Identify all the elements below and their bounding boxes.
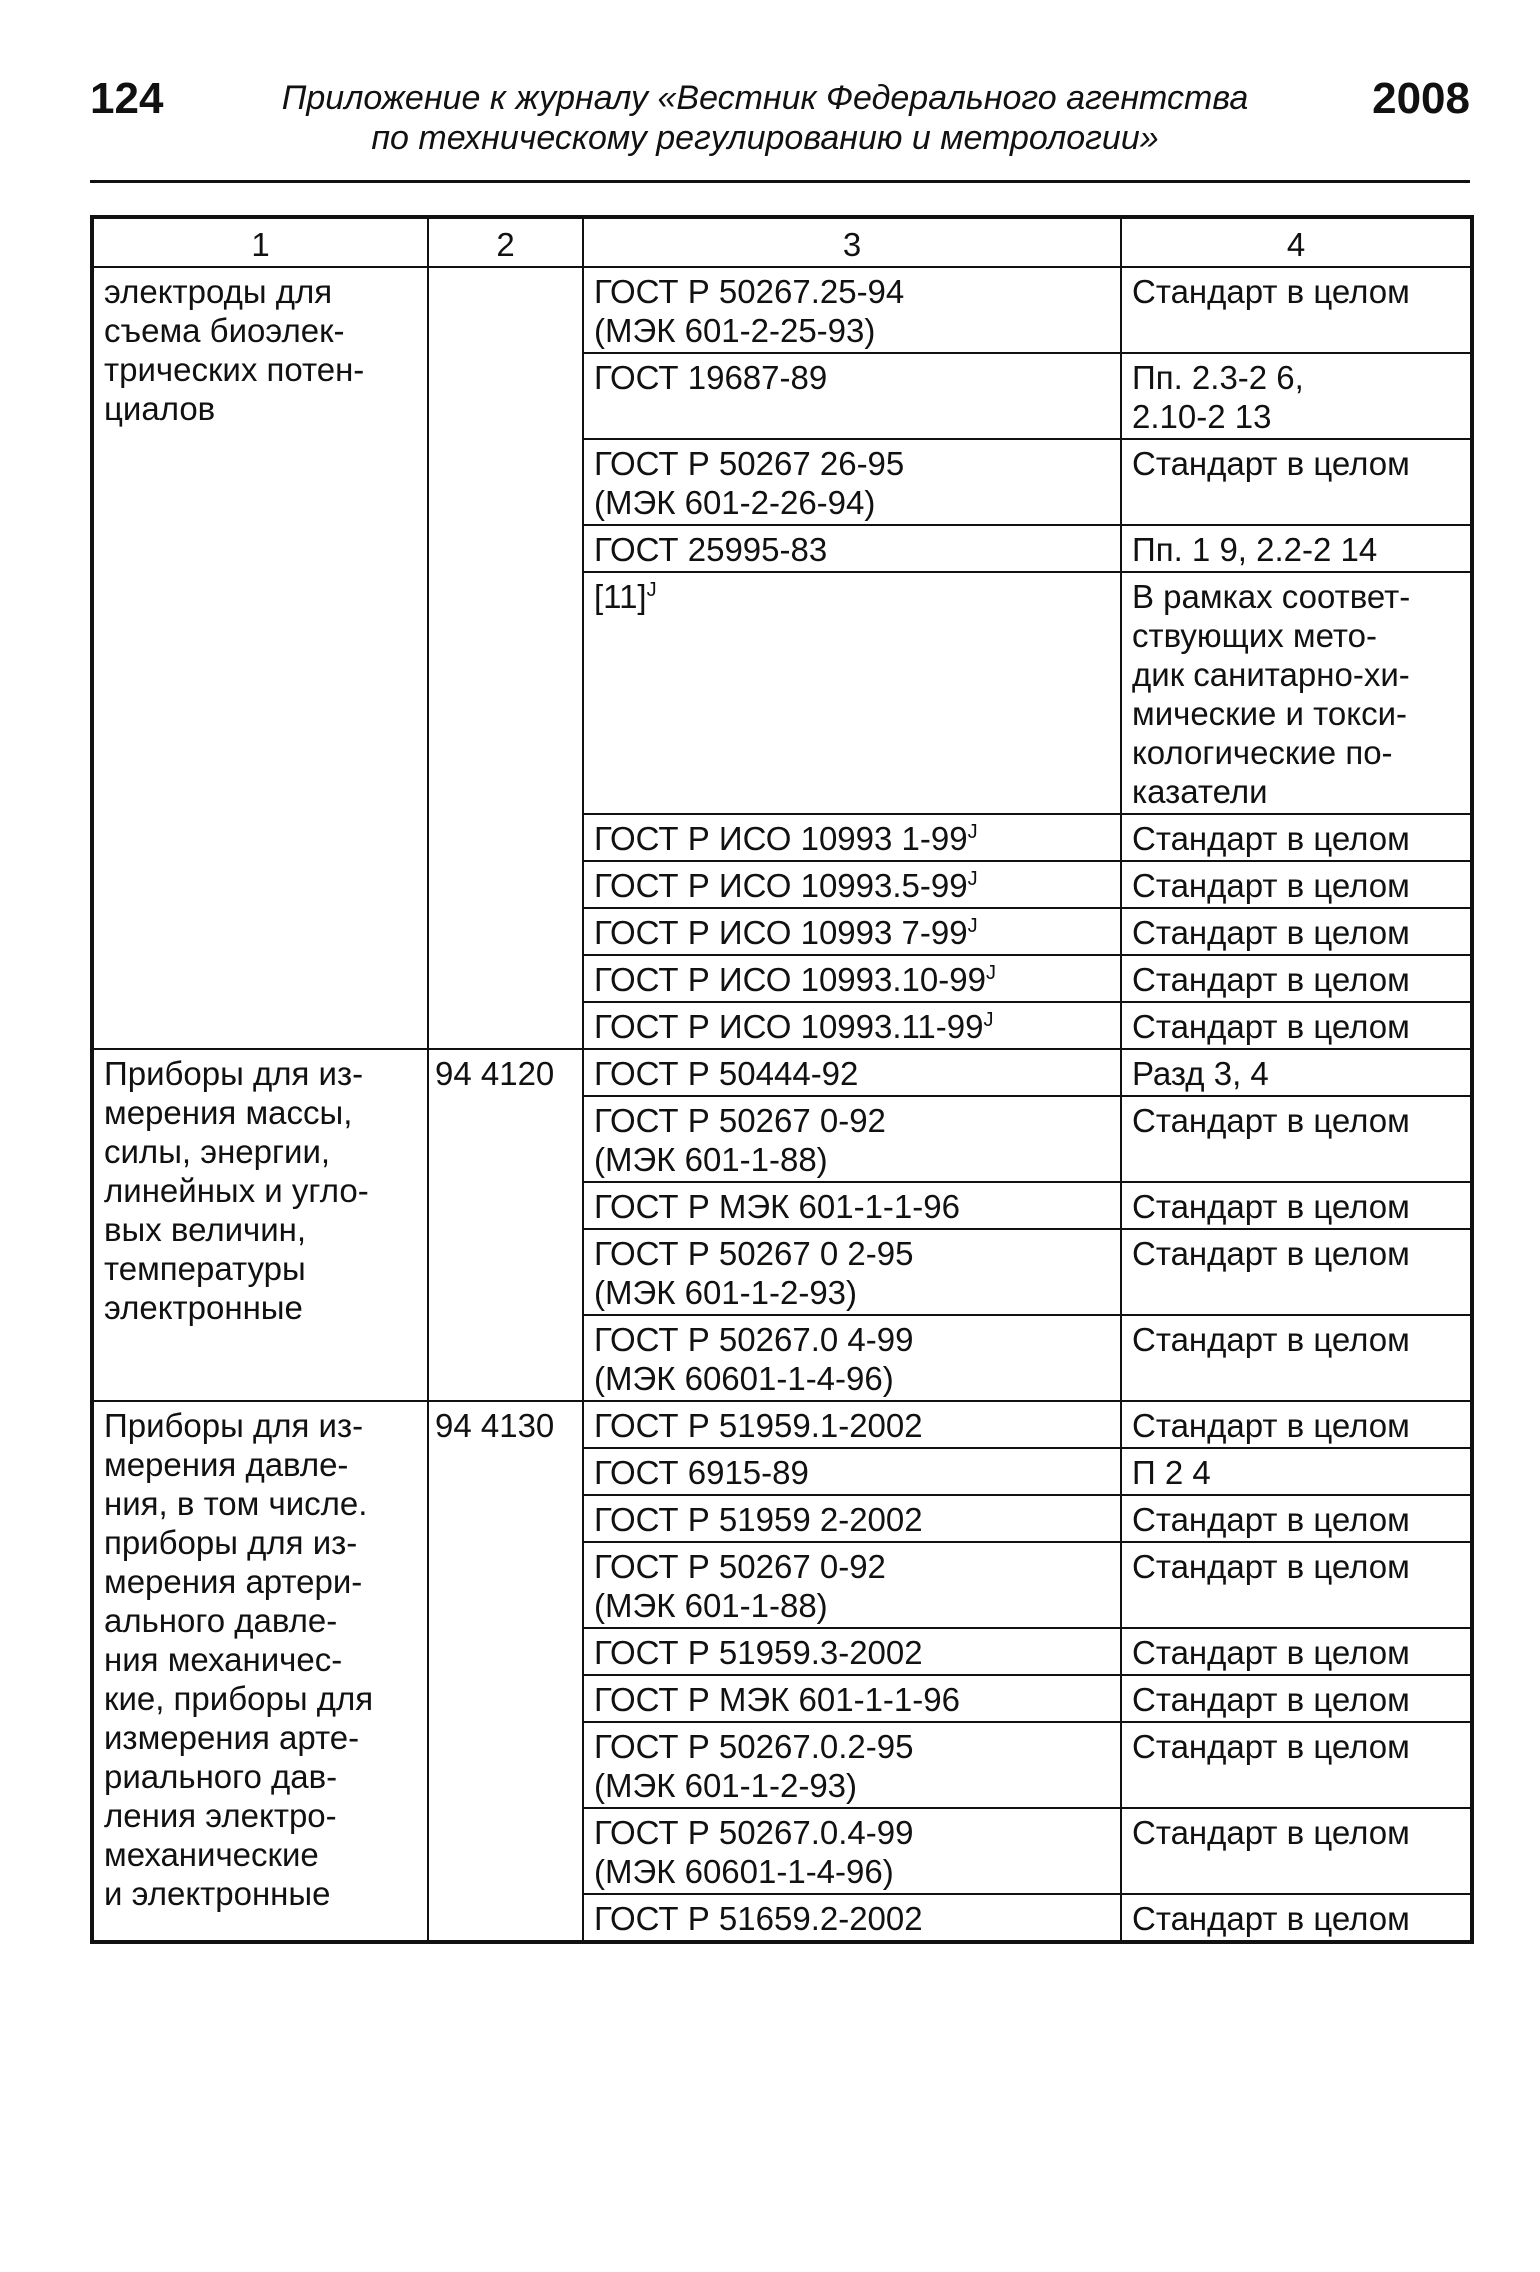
standard-designation: ГОСТ Р 51959.3-2002: [594, 1634, 923, 1671]
standard-cell: [583, 1894, 1121, 1942]
standard-cell: [583, 1315, 1121, 1401]
standard-cell: [583, 1808, 1121, 1894]
footnote-mark: J: [967, 821, 978, 843]
standard-cell: [583, 861, 1121, 908]
standard-designation: ГОСТ Р 50267.25-94 (МЭК 601-2-25-93): [594, 273, 905, 349]
header-row: [92, 217, 1472, 267]
scope-cell: Стандарт в целом: [1121, 1315, 1472, 1401]
scope-cell: Стандарт в целом: [1121, 908, 1472, 955]
standard-cell: [583, 908, 1121, 955]
standard-designation: ГОСТ Р 50267 0-92 (МЭК 601-1-88): [594, 1102, 886, 1178]
scope-cell: Пп. 1 9, 2.2-2 14: [1121, 525, 1472, 572]
standard-designation: ГОСТ 19687-89: [594, 359, 828, 396]
column-header-4: 4: [1121, 217, 1472, 267]
scope-cell: Стандарт в целом: [1121, 267, 1472, 353]
footnote-mark: J: [646, 579, 657, 601]
scope-cell: Стандарт в целом: [1121, 1495, 1472, 1542]
standard-designation: ГОСТ 25995-83: [594, 531, 828, 568]
product-name-cell: Приборы для из- мерения давле- ния, в том числе. приборы для из- мерения артери- ального давле- ния механичес- кие, приборы для измерения арте- риального дав- ления электро- механические и электронные: [92, 1401, 428, 1942]
scope-cell: Стандарт в целом: [1121, 1002, 1472, 1049]
standard-designation: ГОСТ Р 51959 2-2002: [594, 1501, 923, 1538]
scope-cell: Стандарт в целом: [1121, 814, 1472, 861]
standard-designation: ГОСТ Р ИСО 10993 7-99: [594, 914, 968, 951]
scope-cell: Стандарт в целом: [1121, 1894, 1472, 1942]
footnote-mark: J: [985, 962, 996, 984]
standard-cell: [583, 1675, 1121, 1722]
scope-cell: П 2 4: [1121, 1448, 1472, 1495]
scope-cell: Стандарт в целом: [1121, 1808, 1472, 1894]
standard-designation: ГОСТ Р ИСО 10993.11-99: [594, 1008, 984, 1045]
table-row: [92, 1401, 1472, 1448]
standard-cell: [583, 1722, 1121, 1808]
scope-cell: Разд 3, 4: [1121, 1049, 1472, 1096]
standard-cell: [583, 439, 1121, 525]
scope-cell: Стандарт в целом: [1121, 955, 1472, 1002]
standard-cell: [583, 814, 1121, 861]
scope-cell: Стандарт в целом: [1121, 1722, 1472, 1808]
standard-cell: [583, 1628, 1121, 1675]
header-rule: [90, 180, 1470, 183]
standard-designation: ГОСТ Р 51659.2-2002: [594, 1900, 923, 1937]
standard-cell: [583, 1448, 1121, 1495]
scope-cell: Стандарт в целом: [1121, 1542, 1472, 1628]
column-header-1: 1: [92, 217, 428, 267]
scope-cell: Стандарт в целом: [1121, 1401, 1472, 1448]
scope-cell: Стандарт в целом: [1121, 1182, 1472, 1229]
standard-designation: ГОСТ Р ИСО 10993 1-99: [594, 820, 968, 857]
standard-designation: ГОСТ Р 50267 0 2-95 (МЭК 601-1-2-93): [594, 1235, 914, 1311]
standard-cell: [583, 955, 1121, 1002]
year: 2008: [1372, 74, 1470, 123]
scope-cell: Стандарт в целом: [1121, 1628, 1472, 1675]
scope-cell: Стандарт в целом: [1121, 1096, 1472, 1182]
table-row: [92, 1049, 1472, 1096]
standard-designation: ГОСТ Р 50267.0.2-95 (МЭК 601-1-2-93): [594, 1728, 914, 1804]
scope-cell: Стандарт в целом: [1121, 1675, 1472, 1722]
scope-cell: Пп. 2.3-2 6, 2.10-2 13: [1121, 353, 1472, 439]
standard-designation: ГОСТ Р МЭК 601-1-1-96: [594, 1681, 960, 1718]
footnote-mark: J: [967, 868, 978, 890]
standard-cell: [583, 1182, 1121, 1229]
table-row: [92, 267, 1472, 353]
standard-designation: ГОСТ Р ИСО 10993.5-99: [594, 867, 968, 904]
table-body: [92, 267, 1472, 1942]
standard-designation: ГОСТ Р МЭК 601-1-1-96: [594, 1188, 960, 1225]
standard-designation: ГОСТ Р 50267.0.4-99 (МЭК 60601-1-4-96): [594, 1814, 914, 1890]
scope-cell: Стандарт в целом: [1121, 439, 1472, 525]
standard-designation: ГОСТ Р 50444-92: [594, 1055, 859, 1092]
product-name-cell: электроды для съема биоэлек- трических потен- циалов: [92, 267, 428, 1049]
standard-cell: [583, 525, 1121, 572]
footnote-mark: J: [967, 915, 978, 937]
standard-cell: [583, 1542, 1121, 1628]
standard-designation: ГОСТ 6915-89: [594, 1454, 809, 1491]
standard-designation: ГОСТ Р 51959.1-2002: [594, 1407, 923, 1444]
standards-table: [90, 215, 1474, 1944]
standard-cell: [583, 353, 1121, 439]
standard-cell: [583, 1049, 1121, 1096]
standard-cell: [583, 572, 1121, 814]
standard-cell: [583, 1401, 1121, 1448]
standard-designation: ГОСТ Р ИСО 10993.10-99: [594, 961, 986, 998]
column-header-2: 2: [428, 217, 583, 267]
standard-cell: [583, 1002, 1121, 1049]
standard-cell: [583, 267, 1121, 353]
standard-designation: ГОСТ Р 50267.0 4-99 (МЭК 60601-1-4-96): [594, 1321, 914, 1397]
standard-cell: [583, 1495, 1121, 1542]
standard-cell: [583, 1096, 1121, 1182]
scope-cell: В рамках соответ- ствующих мето- дик санитарно-хи- мические и токси- кологические по- казатели: [1121, 572, 1472, 814]
running-title: Приложение к журналу «Вестник Федерального агентства по техническому регулированию и метрологии»: [281, 79, 1249, 157]
standard-designation: ГОСТ Р 50267 0-92 (МЭК 601-1-88): [594, 1548, 886, 1624]
product-code-cell: 94 4130: [428, 1401, 583, 1942]
column-header-3: 3: [583, 217, 1121, 267]
scope-cell: Стандарт в целом: [1121, 861, 1472, 908]
page-number: 124: [90, 74, 164, 123]
product-name-cell: Приборы для из- мерения массы, силы, энергии, линейных и угло- вых величин, температуры электронные: [92, 1049, 428, 1401]
product-code-cell: [428, 267, 583, 1049]
page-header: [90, 70, 1470, 185]
standard-cell: [583, 1229, 1121, 1315]
standard-designation: ГОСТ Р 50267 26-95 (МЭК 601-2-26-94): [594, 445, 905, 521]
footnote-mark: J: [983, 1009, 994, 1031]
scope-cell: Стандарт в целом: [1121, 1229, 1472, 1315]
product-code-cell: 94 4120: [428, 1049, 583, 1401]
standard-designation: [11]: [594, 578, 647, 615]
